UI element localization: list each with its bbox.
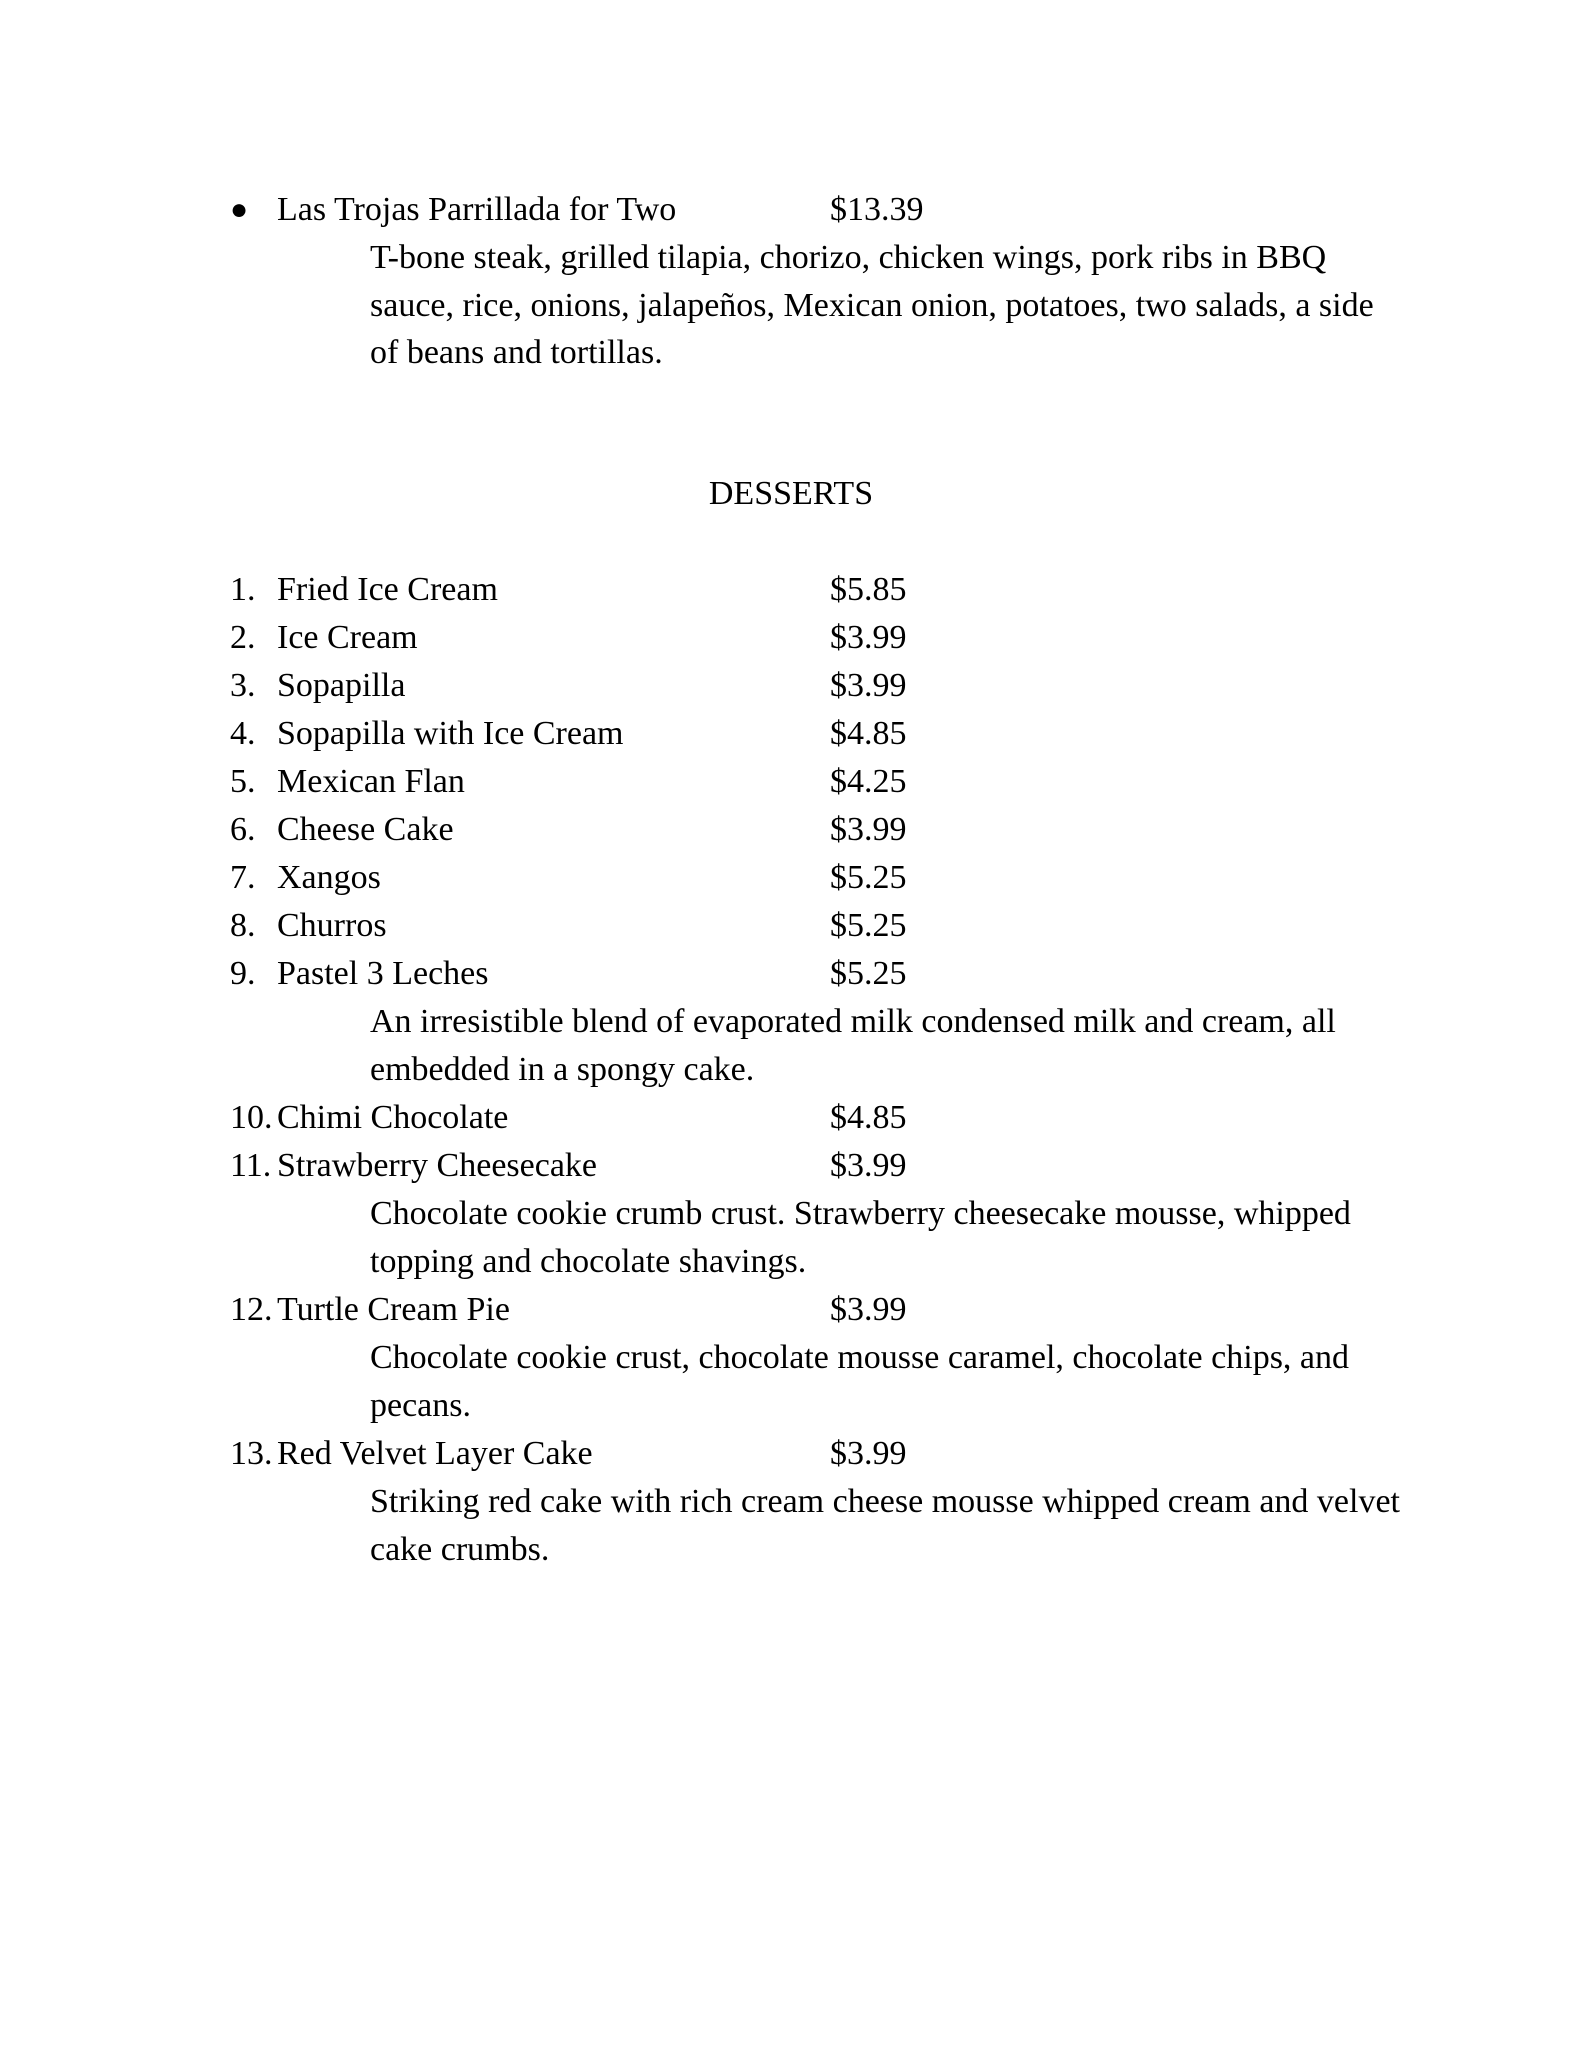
list-item	[0, 758, 1582, 806]
item-price: $5.85	[830, 571, 907, 608]
item-number: 8.	[230, 907, 256, 944]
list-item	[0, 1142, 1582, 1190]
item-number: 3.	[230, 667, 256, 704]
list-item	[0, 1094, 1582, 1142]
item-name: Sopapilla	[277, 667, 406, 704]
item-description: An irresistible blend of evaporated milk condensed milk and cream, all embedded in a spongy cake.	[370, 1003, 1336, 1088]
item-number: 5.	[230, 763, 256, 800]
item-description: T-bone steak, grilled tilapia, chorizo, chicken wings, pork ribs in BBQ sauce, rice, onions, jalapeños, Mexican onion, potatoes, two salads, a side of beans and tortillas.	[370, 239, 1374, 371]
item-price: $5.25	[830, 955, 907, 992]
section-heading: DESSERTS	[708, 475, 874, 512]
item-number: 4.	[230, 715, 256, 752]
item-name: Xangos	[277, 859, 381, 896]
item-number: 12.	[230, 1291, 273, 1328]
list-item	[0, 950, 1582, 998]
item-name: Churros	[277, 907, 387, 944]
list-item	[0, 662, 1582, 710]
item-description: Striking red cake with rich cream cheese mousse whipped cream and velvet cake crumbs.	[370, 1483, 1400, 1568]
item-price: $5.25	[830, 859, 907, 896]
item-price: $4.25	[830, 763, 907, 800]
item-name: Strawberry Cheesecake	[277, 1147, 598, 1184]
list-item	[0, 710, 1582, 758]
item-description: Chocolate cookie crust, chocolate mousse caramel, chocolate chips, and pecans.	[370, 1339, 1350, 1424]
list-item	[0, 614, 1582, 662]
special-item	[0, 186, 1582, 234]
item-description: Chocolate cookie crumb crust. Strawberry cheesecake mousse, whipped topping and chocolate shavings.	[370, 1195, 1351, 1280]
item-name: Fried Ice Cream	[277, 571, 498, 608]
item-name: Chimi Chocolate	[277, 1099, 509, 1136]
item-name: Ice Cream	[277, 619, 418, 656]
item-number: 1.	[230, 571, 256, 608]
item-name: Red Velvet Layer Cake	[277, 1435, 593, 1472]
item-name: Cheese Cake	[277, 811, 454, 848]
list-item	[0, 1286, 1582, 1334]
item-number: 9.	[230, 955, 256, 992]
item-name: Turtle Cream Pie	[277, 1291, 510, 1328]
item-price: $3.99	[830, 1291, 907, 1328]
item-price: $3.99	[830, 667, 907, 704]
list-item	[0, 566, 1582, 614]
item-price: $3.99	[830, 1435, 907, 1472]
list-item	[0, 902, 1582, 950]
item-price: $3.99	[830, 1147, 907, 1184]
item-price: $13.39	[830, 191, 924, 228]
item-price: $4.85	[830, 715, 907, 752]
item-name: Pastel 3 Leches	[277, 955, 489, 992]
item-number: 2.	[230, 619, 256, 656]
item-name: Las Trojas Parrillada for Two	[277, 191, 677, 228]
item-price: $4.85	[830, 1099, 907, 1136]
item-number: 7.	[230, 859, 256, 896]
item-number: 11.	[230, 1147, 272, 1184]
list-item	[0, 1430, 1582, 1478]
list-item	[0, 806, 1582, 854]
item-price: $3.99	[830, 811, 907, 848]
item-price: $5.25	[830, 907, 907, 944]
item-number: 6.	[230, 811, 256, 848]
bullet-icon: ●	[230, 193, 249, 226]
item-name: Mexican Flan	[277, 763, 465, 800]
item-name: Sopapilla with Ice Cream	[277, 715, 624, 752]
item-number: 13.	[230, 1435, 273, 1472]
item-price: $3.99	[830, 619, 907, 656]
item-number: 10.	[230, 1099, 273, 1136]
list-item	[0, 854, 1582, 902]
